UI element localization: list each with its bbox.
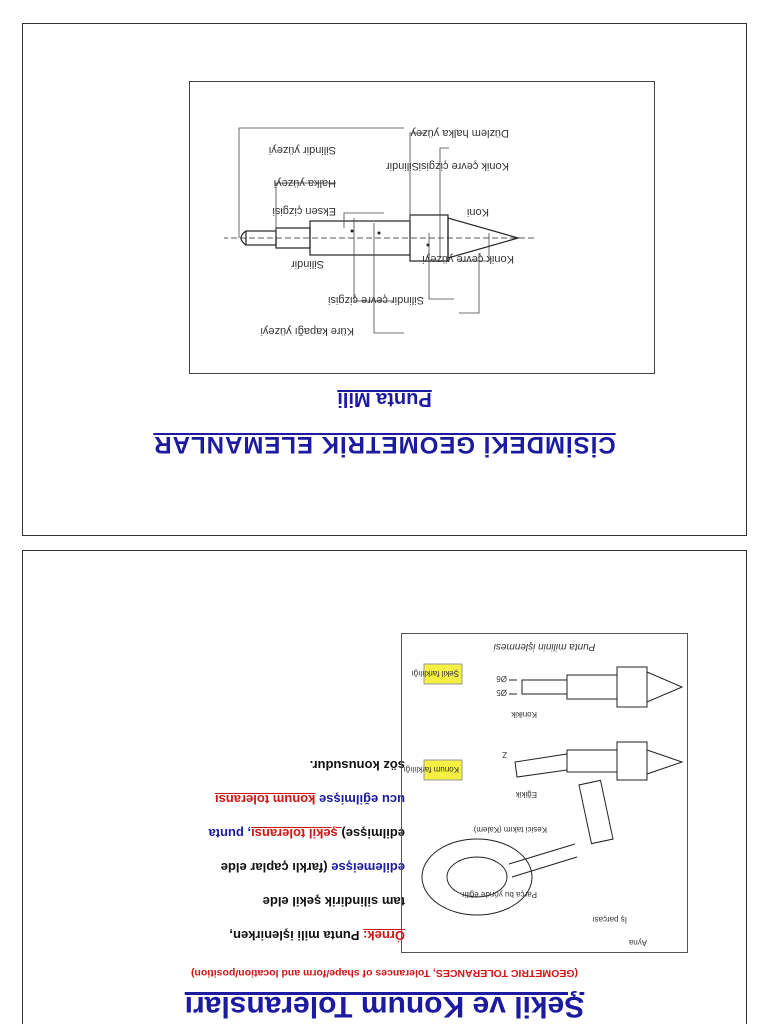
example-line-3: [221, 860, 405, 875]
figure-ayna-label: Ayna: [628, 938, 647, 947]
example-line-5: [215, 792, 405, 807]
example-line-5-red: konum toleransı: [214, 792, 316, 807]
chuck-shape: [422, 839, 532, 915]
example-line-4: [208, 826, 405, 841]
slide-2-title: Şekil ve Konum Toleransları: [184, 990, 585, 1023]
slide-2-content: [23, 551, 746, 1025]
example-line-4-red: şekil toleransı: [251, 826, 342, 841]
slide-2-subtitle: (GEOMETRIC TOLERANCES, Tolerances of shape/form and location/position): [191, 967, 578, 979]
label-konik-cevre-cizgisi: Konik çevre çizgisi: [418, 160, 509, 172]
example-line-4-end: , punta: [208, 826, 252, 841]
figure-is-parcasi-label: İş parçası: [592, 915, 627, 924]
figure-konum-box: Konum farklılığı: [403, 765, 459, 774]
example-line-6: söz konusudur.: [309, 758, 405, 773]
figure-parca-egilir-label: Parça bu yönde eğilir.: [460, 890, 537, 899]
example-line-1: [229, 928, 405, 943]
label-koni: Koni: [466, 206, 489, 218]
figure-kesici-label: Kesici takım (Kalem): [473, 825, 547, 834]
label-kure-kapagi: Küre kapağı yüzeyi: [260, 325, 354, 337]
label-konik-cevre-yuzeyi: Konik çevre yüzeyi: [422, 253, 514, 265]
example-line-1-rest: Punta mili işlenirken,: [229, 928, 364, 943]
punta-mili-drawing: [190, 82, 654, 373]
slide-1-content: [23, 24, 746, 535]
punta-machining-drawing: [402, 634, 687, 952]
label-silindir-mid: Silindir: [385, 160, 419, 172]
figure-sekil-box: Şekil farklılığı: [411, 669, 459, 678]
slide-1-subtitle: Punta Mili: [337, 388, 432, 410]
example-line-3-rest: (farklı çaplar elde: [220, 860, 332, 875]
slide-1-title: CİSİMDEKİ GEOMETRİK ELEMANLAR: [153, 431, 616, 458]
label-silindir-top: Silindir: [290, 258, 324, 270]
punta-machining-figure: [401, 633, 688, 953]
label-silindir-yuzeyi: Silindir yüzeyi: [268, 144, 336, 156]
example-line-4-blue: edilmişse): [341, 826, 405, 841]
figure-konik-label: Konikik: [511, 710, 537, 719]
figure-egik-label: Eğikik: [515, 790, 537, 799]
label-eksen: Eksen çizgisi: [272, 205, 336, 217]
figure-caption: Punta milinin işlenmesi: [493, 641, 596, 652]
slide-tolerances: [22, 550, 747, 1024]
figure-dim-z: Z: [502, 750, 507, 759]
label-halka: Halka yüzeyi: [273, 177, 336, 189]
example-line-3-blue: edilemeişse: [331, 860, 405, 875]
example-line-5-blue: ucu eğilmişse: [315, 792, 405, 807]
label-silindir-cevre: Silindir çevre çizgisi: [328, 294, 424, 306]
label-duzlem-halka: Düzlem halka yüzey: [410, 127, 509, 139]
punta-mili-figure: [189, 81, 655, 374]
figure-dim-6: Ø6: [496, 674, 507, 683]
slide-geometric-elements: [22, 23, 747, 536]
example-line-2: tam silindirik şekil elde: [262, 894, 405, 909]
figure-dim-5: Ø5: [496, 688, 507, 697]
example-label: Örnek:: [363, 928, 405, 943]
